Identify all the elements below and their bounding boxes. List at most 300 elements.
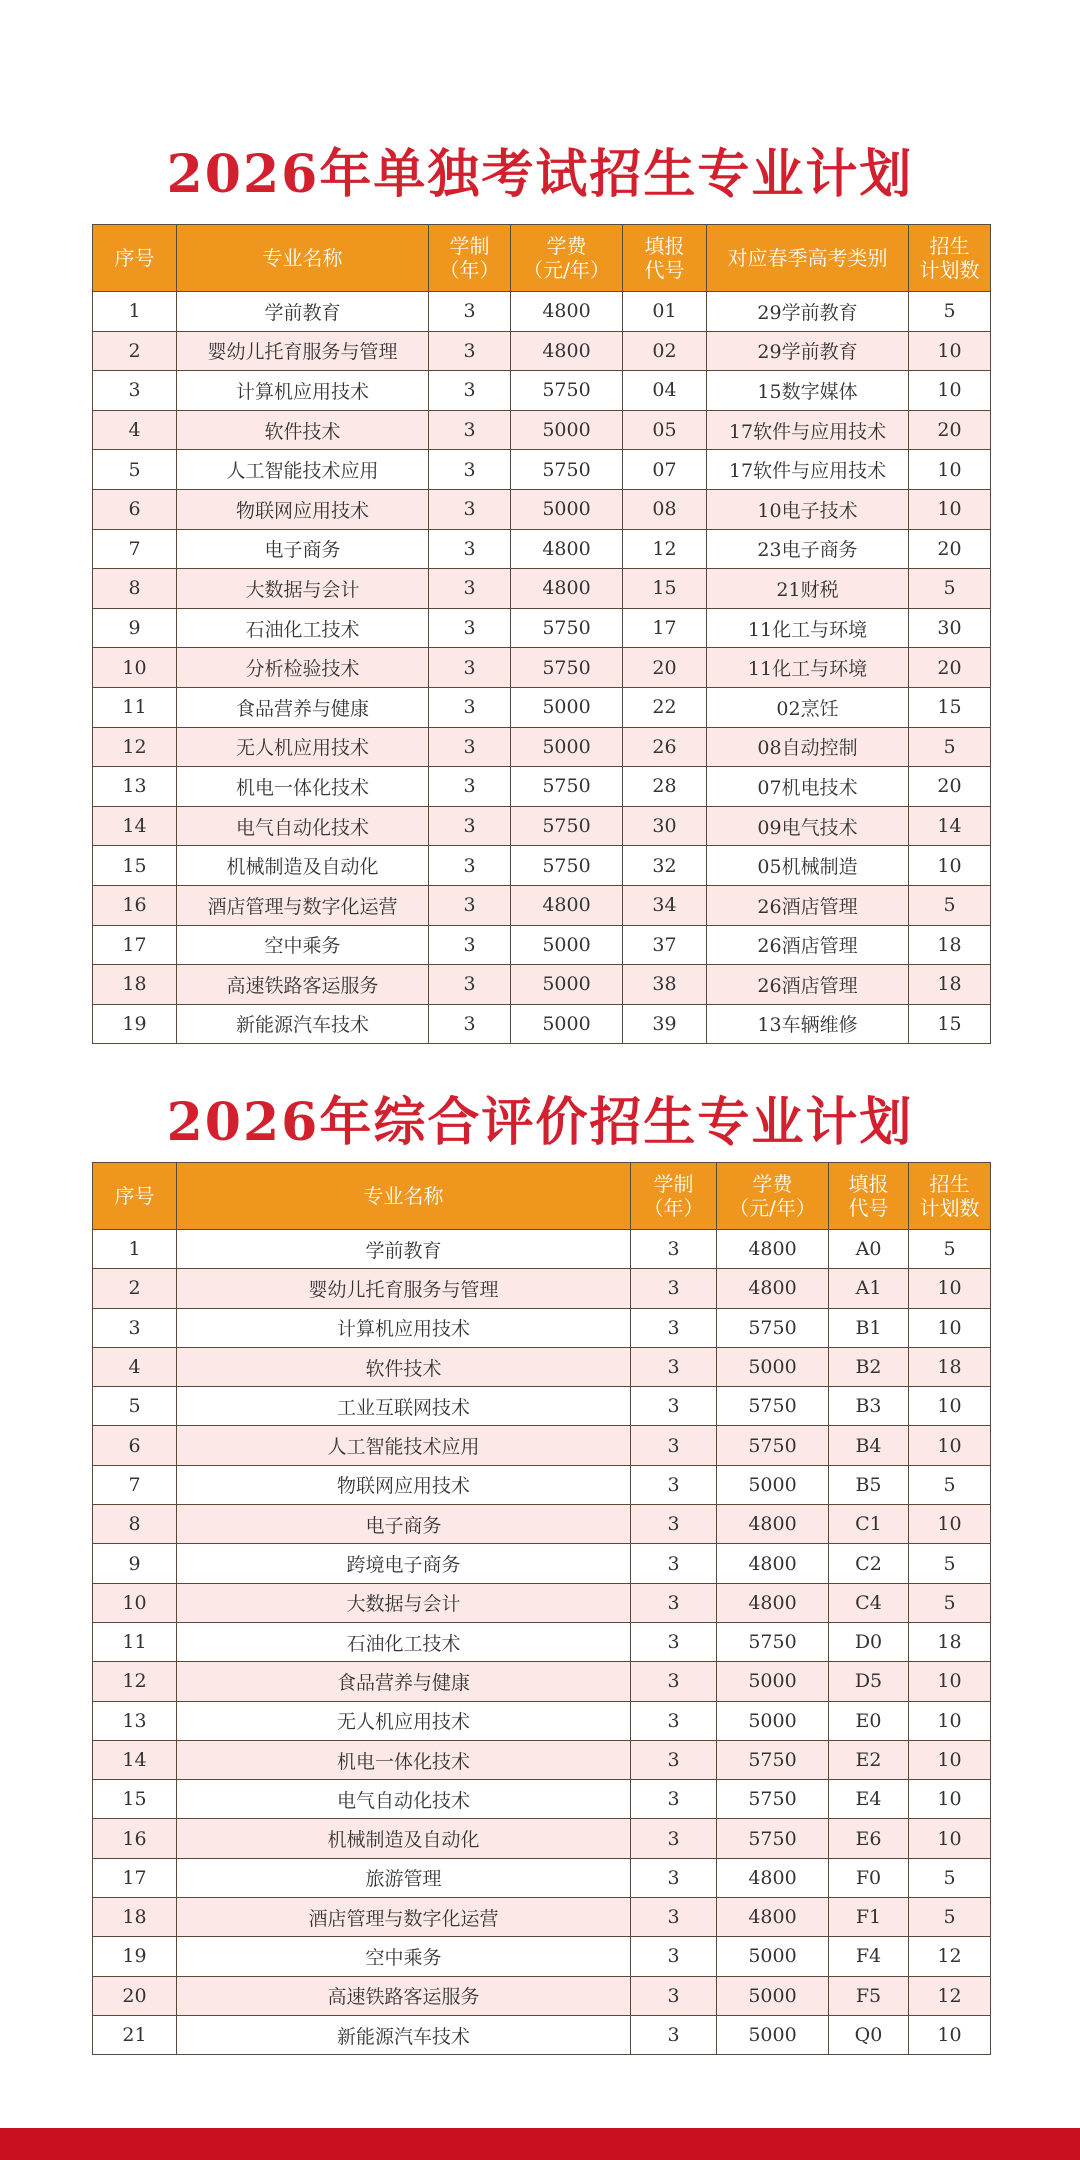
table-row	[93, 410, 991, 450]
table-cell: 17	[93, 1858, 177, 1897]
table-cell: 5	[93, 450, 177, 490]
table-cell: 5000	[511, 925, 623, 965]
table-cell: 3	[631, 1740, 717, 1779]
table-row	[93, 1662, 991, 1701]
table-row	[93, 569, 991, 609]
table-cell: 5000	[511, 727, 623, 767]
table-cell: 26酒店管理	[707, 925, 909, 965]
table-cell: 5750	[511, 767, 623, 807]
table-cell: 大数据与会计	[177, 569, 429, 609]
table-cell: 5000	[717, 1347, 829, 1386]
table-row	[93, 292, 991, 332]
table-cell: 机电一体化技术	[177, 1740, 631, 1779]
table-cell: 26	[623, 727, 707, 767]
table-cell: 6	[93, 1426, 177, 1465]
table-cell: 10	[909, 1308, 991, 1347]
table-cell: 5750	[717, 1780, 829, 1819]
table-cell: 17软件与应用技术	[707, 410, 909, 450]
table-cell: 3	[631, 1230, 717, 1269]
table-cell: 18	[93, 1898, 177, 1937]
table-cell: 4800	[511, 292, 623, 332]
column-header: 填报 代号	[829, 1163, 909, 1230]
table-row	[93, 1583, 991, 1622]
table-row	[93, 1622, 991, 1661]
table-cell: 3	[631, 1819, 717, 1858]
table-row	[93, 1740, 991, 1779]
table-cell: 10	[909, 331, 991, 371]
table-row	[93, 806, 991, 846]
table-cell: 22	[623, 687, 707, 727]
column-header: 对应春季高考类别	[707, 225, 909, 292]
table-cell: 分析检验技术	[177, 648, 429, 688]
table-cell: 工业互联网技术	[177, 1387, 631, 1426]
bottom-decor-bar	[0, 2128, 1080, 2160]
table-cell: 3	[429, 608, 511, 648]
table-cell: 5750	[511, 806, 623, 846]
table-cell: 08	[623, 489, 707, 529]
table-row	[93, 1308, 991, 1347]
table-cell: 食品营养与健康	[177, 1662, 631, 1701]
table-cell: 6	[93, 489, 177, 529]
table-cell: 跨境电子商务	[177, 1544, 631, 1583]
table-cell: 3	[429, 292, 511, 332]
table-cell: 26酒店管理	[707, 965, 909, 1005]
table-cell: E2	[829, 1740, 909, 1779]
table-cell: 3	[429, 846, 511, 886]
table-cell: 01	[623, 292, 707, 332]
table-cell: 10	[909, 1269, 991, 1308]
table-cell: F4	[829, 1937, 909, 1976]
table-row	[93, 1347, 991, 1386]
table-cell: 4800	[717, 1858, 829, 1897]
table-cell: 39	[623, 1004, 707, 1044]
table-cell: 酒店管理与数字化运营	[177, 1898, 631, 1937]
table-row	[93, 1898, 991, 1937]
table-cell: 10	[909, 846, 991, 886]
table-cell: 5750	[717, 1740, 829, 1779]
table-cell: F0	[829, 1858, 909, 1897]
table-cell: 14	[909, 806, 991, 846]
column-header: 专业名称	[177, 1163, 631, 1230]
table-cell: 3	[631, 1937, 717, 1976]
table-cell: B5	[829, 1465, 909, 1504]
table-cell: 新能源汽车技术	[177, 2015, 631, 2054]
table-cell: 人工智能技术应用	[177, 1426, 631, 1465]
table-cell: 4800	[511, 331, 623, 371]
table-cell: 3	[631, 1387, 717, 1426]
table-row	[93, 1230, 991, 1269]
table-cell: 3	[631, 1583, 717, 1622]
column-header: 学费 （元/年）	[511, 225, 623, 292]
table-cell: 4800	[717, 1544, 829, 1583]
table-cell: 10	[909, 1662, 991, 1701]
table-cell: 18	[909, 1347, 991, 1386]
table-row	[93, 450, 991, 490]
table-cell: 3	[631, 1622, 717, 1661]
table-cell: 18	[909, 925, 991, 965]
table-cell: B4	[829, 1426, 909, 1465]
table-row	[93, 608, 991, 648]
table-cell: 3	[429, 331, 511, 371]
table-cell: 5	[909, 727, 991, 767]
table-cell: 20	[909, 767, 991, 807]
table-cell: 14	[93, 806, 177, 846]
table-cell: 15	[93, 1780, 177, 1819]
table-cell: 10	[93, 648, 177, 688]
table-cell: 3	[429, 885, 511, 925]
table-row	[93, 1701, 991, 1740]
table-cell: B2	[829, 1347, 909, 1386]
table-row	[93, 1465, 991, 1504]
table-cell: 23电子商务	[707, 529, 909, 569]
table-cell: 10	[909, 450, 991, 490]
table-cell: 4800	[717, 1583, 829, 1622]
table-cell: 10	[909, 1701, 991, 1740]
table-cell: 5	[909, 1544, 991, 1583]
table-cell: E4	[829, 1780, 909, 1819]
table-cell: 15	[93, 846, 177, 886]
table-row	[93, 1780, 991, 1819]
table-cell: 5	[93, 1387, 177, 1426]
table-cell: 3	[631, 1544, 717, 1583]
table-header-row	[93, 225, 991, 292]
table-cell: 大数据与会计	[177, 1583, 631, 1622]
table-cell: 12	[93, 727, 177, 767]
table-cell: 3	[429, 687, 511, 727]
table-row	[93, 1269, 991, 1308]
table-row	[93, 767, 991, 807]
table-cell: 11	[93, 1622, 177, 1661]
table-cell: 3	[631, 1269, 717, 1308]
table-cell: 5	[909, 1230, 991, 1269]
table-cell: 5750	[717, 1308, 829, 1347]
table-cell: 5000	[717, 1662, 829, 1701]
table-cell: 3	[93, 371, 177, 411]
table-row	[93, 529, 991, 569]
table-cell: 5750	[717, 1387, 829, 1426]
table-cell: 3	[429, 489, 511, 529]
table-cell: 5000	[717, 1701, 829, 1740]
table-cell: 酒店管理与数字化运营	[177, 885, 429, 925]
column-header: 学制 （年）	[429, 225, 511, 292]
table-cell: 婴幼儿托育服务与管理	[177, 1269, 631, 1308]
table-cell: 15	[623, 569, 707, 609]
table-row	[93, 885, 991, 925]
table-cell: 计算机应用技术	[177, 371, 429, 411]
table-cell: 3	[93, 1308, 177, 1347]
table-cell: 5	[909, 292, 991, 332]
table-cell: 电子商务	[177, 1505, 631, 1544]
table-cell: 10	[909, 489, 991, 529]
table-cell: 10	[909, 1819, 991, 1858]
table-cell: 13车辆维修	[707, 1004, 909, 1044]
table-cell: 11	[93, 687, 177, 727]
table-row	[93, 1544, 991, 1583]
table-cell: 石油化工技术	[177, 608, 429, 648]
table-cell: B1	[829, 1308, 909, 1347]
table-cell: 10	[93, 1583, 177, 1622]
table-cell: 15数字媒体	[707, 371, 909, 411]
table-row	[93, 1858, 991, 1897]
table-row	[93, 489, 991, 529]
table-cell: 10	[909, 1780, 991, 1819]
table-row	[93, 727, 991, 767]
table-cell: 学前教育	[177, 292, 429, 332]
table-cell: 3	[631, 1426, 717, 1465]
table-cell: 4800	[717, 1230, 829, 1269]
table-cell: 5	[909, 1858, 991, 1897]
table-cell: 软件技术	[177, 410, 429, 450]
table-cell: Q0	[829, 2015, 909, 2054]
table-cell: 5000	[717, 1937, 829, 1976]
table-row	[93, 371, 991, 411]
table-cell: 4	[93, 1347, 177, 1386]
table-cell: 机电一体化技术	[177, 767, 429, 807]
table-cell: 5000	[511, 410, 623, 450]
table-cell: 3	[631, 1780, 717, 1819]
table-cell: 空中乘务	[177, 1937, 631, 1976]
table-cell: 3	[631, 1505, 717, 1544]
table-cell: 10	[909, 1740, 991, 1779]
column-header: 学费 （元/年）	[717, 1163, 829, 1230]
table-cell: 8	[93, 1505, 177, 1544]
table-cell: C1	[829, 1505, 909, 1544]
table-cell: 计算机应用技术	[177, 1308, 631, 1347]
table-cell: F1	[829, 1898, 909, 1937]
table-cell: 无人机应用技术	[177, 1701, 631, 1740]
table-cell: 32	[623, 846, 707, 886]
table-cell: 学前教育	[177, 1230, 631, 1269]
table-cell: 3	[631, 1308, 717, 1347]
table-cell: 20	[909, 410, 991, 450]
table-cell: 5000	[511, 687, 623, 727]
table-cell: 软件技术	[177, 1347, 631, 1386]
table-cell: 空中乘务	[177, 925, 429, 965]
column-header: 学制 （年）	[631, 1163, 717, 1230]
table-cell: 5750	[717, 1819, 829, 1858]
table-cell: 04	[623, 371, 707, 411]
table-row	[93, 687, 991, 727]
table-cell: A0	[829, 1230, 909, 1269]
table-cell: 15	[909, 687, 991, 727]
table-cell: 17	[93, 925, 177, 965]
column-header: 招生 计划数	[909, 1163, 991, 1230]
table-cell: 3	[631, 1662, 717, 1701]
table-cell: 05机械制造	[707, 846, 909, 886]
table-row	[93, 1976, 991, 2015]
table-cell: 38	[623, 965, 707, 1005]
table-cell: 5000	[717, 2015, 829, 2054]
table-cell: A1	[829, 1269, 909, 1308]
table-cell: 新能源汽车技术	[177, 1004, 429, 1044]
table-cell: 20	[623, 648, 707, 688]
table-cell: 高速铁路客运服务	[177, 1976, 631, 2015]
table-cell: 5	[909, 1898, 991, 1937]
table-cell: 3	[429, 925, 511, 965]
table-cell: 食品营养与健康	[177, 687, 429, 727]
table-cell: 10	[909, 371, 991, 411]
table-cell: 16	[93, 885, 177, 925]
table-cell: 10	[909, 2015, 991, 2054]
table-cell: 3	[429, 727, 511, 767]
table-cell: C4	[829, 1583, 909, 1622]
table-cell: 16	[93, 1819, 177, 1858]
table-cell: 07	[623, 450, 707, 490]
table-cell: 12	[623, 529, 707, 569]
table-row	[93, 331, 991, 371]
table-cell: 5	[909, 885, 991, 925]
table-cell: 5750	[511, 648, 623, 688]
table-cell: 4800	[511, 569, 623, 609]
table-cell: 人工智能技术应用	[177, 450, 429, 490]
table-cell: 5750	[511, 608, 623, 648]
table-cell: 5750	[717, 1622, 829, 1661]
table-cell: 8	[93, 569, 177, 609]
table-cell: 11化工与环境	[707, 608, 909, 648]
table-cell: 37	[623, 925, 707, 965]
table-row	[93, 1426, 991, 1465]
table-cell: 机械制造及自动化	[177, 846, 429, 886]
table-row	[93, 925, 991, 965]
column-header: 招生 计划数	[909, 225, 991, 292]
table-cell: 4800	[717, 1505, 829, 1544]
column-header: 填报 代号	[623, 225, 707, 292]
table-cell: 21财税	[707, 569, 909, 609]
table-cell: 5000	[717, 1976, 829, 2015]
table-cell: 3	[429, 410, 511, 450]
table-cell: E6	[829, 1819, 909, 1858]
table-cell: 07机电技术	[707, 767, 909, 807]
single-exam-plan-table	[92, 224, 991, 1044]
table-cell: 28	[623, 767, 707, 807]
table-cell: 3	[631, 1858, 717, 1897]
table-cell: 17软件与应用技术	[707, 450, 909, 490]
table-cell: 20	[909, 648, 991, 688]
table-row	[93, 648, 991, 688]
table-cell: 5750	[511, 846, 623, 886]
table-cell: 20	[909, 529, 991, 569]
table-cell: 20	[93, 1976, 177, 2015]
table-cell: 15	[909, 1004, 991, 1044]
table-row	[93, 965, 991, 1005]
table-cell: 2	[93, 1269, 177, 1308]
table-cell: 3	[429, 767, 511, 807]
table-cell: 09电气技术	[707, 806, 909, 846]
table-cell: 10	[909, 1387, 991, 1426]
table-cell: 4800	[717, 1269, 829, 1308]
table-row	[93, 846, 991, 886]
table-cell: 5	[909, 1583, 991, 1622]
table-cell: 7	[93, 1465, 177, 1504]
table-cell: 3	[429, 450, 511, 490]
table-cell: 物联网应用技术	[177, 489, 429, 529]
table-cell: 5000	[511, 965, 623, 1005]
table-cell: 9	[93, 608, 177, 648]
table-cell: 2	[93, 331, 177, 371]
table-cell: 5750	[717, 1426, 829, 1465]
table-cell: 12	[909, 1937, 991, 1976]
table-cell: 02烹饪	[707, 687, 909, 727]
table-cell: 电子商务	[177, 529, 429, 569]
table-cell: 3	[429, 648, 511, 688]
table-row	[93, 1387, 991, 1426]
comprehensive-eval-plan-title: 2026年综合评价招生专业计划	[166, 1092, 914, 1153]
table-cell: 5750	[511, 450, 623, 490]
table-cell: 29学前教育	[707, 292, 909, 332]
table-cell: 旅游管理	[177, 1858, 631, 1897]
table-cell: 26酒店管理	[707, 885, 909, 925]
table-cell: B3	[829, 1387, 909, 1426]
table-cell: 3	[429, 806, 511, 846]
table-cell: 14	[93, 1740, 177, 1779]
table-cell: 石油化工技术	[177, 1622, 631, 1661]
table-cell: C2	[829, 1544, 909, 1583]
table-cell: 5750	[511, 371, 623, 411]
table-cell: 30	[623, 806, 707, 846]
comprehensive-eval-plan-table	[92, 1162, 991, 2055]
table-cell: 19	[93, 1937, 177, 1976]
table-cell: 12	[93, 1662, 177, 1701]
table-cell: 3	[631, 1465, 717, 1504]
table-cell: 11化工与环境	[707, 648, 909, 688]
table-cell: 19	[93, 1004, 177, 1044]
table-cell: 4800	[511, 529, 623, 569]
table-cell: 30	[909, 608, 991, 648]
table-cell: 物联网应用技术	[177, 1465, 631, 1504]
table-cell: 4800	[511, 885, 623, 925]
table-cell: 34	[623, 885, 707, 925]
table-cell: 7	[93, 529, 177, 569]
table-cell: 13	[93, 1701, 177, 1740]
table-header-row	[93, 1163, 991, 1230]
table-cell: 10	[909, 1505, 991, 1544]
column-header: 专业名称	[177, 225, 429, 292]
table-cell: 18	[93, 965, 177, 1005]
table-cell: 3	[429, 1004, 511, 1044]
table-cell: 10电子技术	[707, 489, 909, 529]
table-cell: 5	[909, 1465, 991, 1504]
table-cell: 3	[429, 529, 511, 569]
table-row	[93, 1505, 991, 1544]
table-cell: 5000	[717, 1465, 829, 1504]
table-cell: 3	[631, 1701, 717, 1740]
table-cell: 3	[631, 1976, 717, 2015]
table-row	[93, 1937, 991, 1976]
column-header: 序号	[93, 1163, 177, 1230]
table-cell: 无人机应用技术	[177, 727, 429, 767]
table-cell: 18	[909, 1622, 991, 1661]
table-cell: 12	[909, 1976, 991, 2015]
table-cell: D5	[829, 1662, 909, 1701]
table-cell: 3	[631, 1898, 717, 1937]
table-cell: 婴幼儿托育服务与管理	[177, 331, 429, 371]
table-cell: 4	[93, 410, 177, 450]
table-cell: 3	[429, 371, 511, 411]
table-cell: D0	[829, 1622, 909, 1661]
table-cell: 3	[429, 965, 511, 1005]
single-exam-plan-title: 2026年单独考试招生专业计划	[166, 144, 914, 205]
table-cell: 08自动控制	[707, 727, 909, 767]
table-cell: 10	[909, 1426, 991, 1465]
table-cell: 3	[631, 1347, 717, 1386]
table-cell: 21	[93, 2015, 177, 2054]
column-header: 序号	[93, 225, 177, 292]
table-cell: 18	[909, 965, 991, 1005]
table-cell: E0	[829, 1701, 909, 1740]
table-cell: 02	[623, 331, 707, 371]
table-cell: 1	[93, 292, 177, 332]
table-cell: 17	[623, 608, 707, 648]
